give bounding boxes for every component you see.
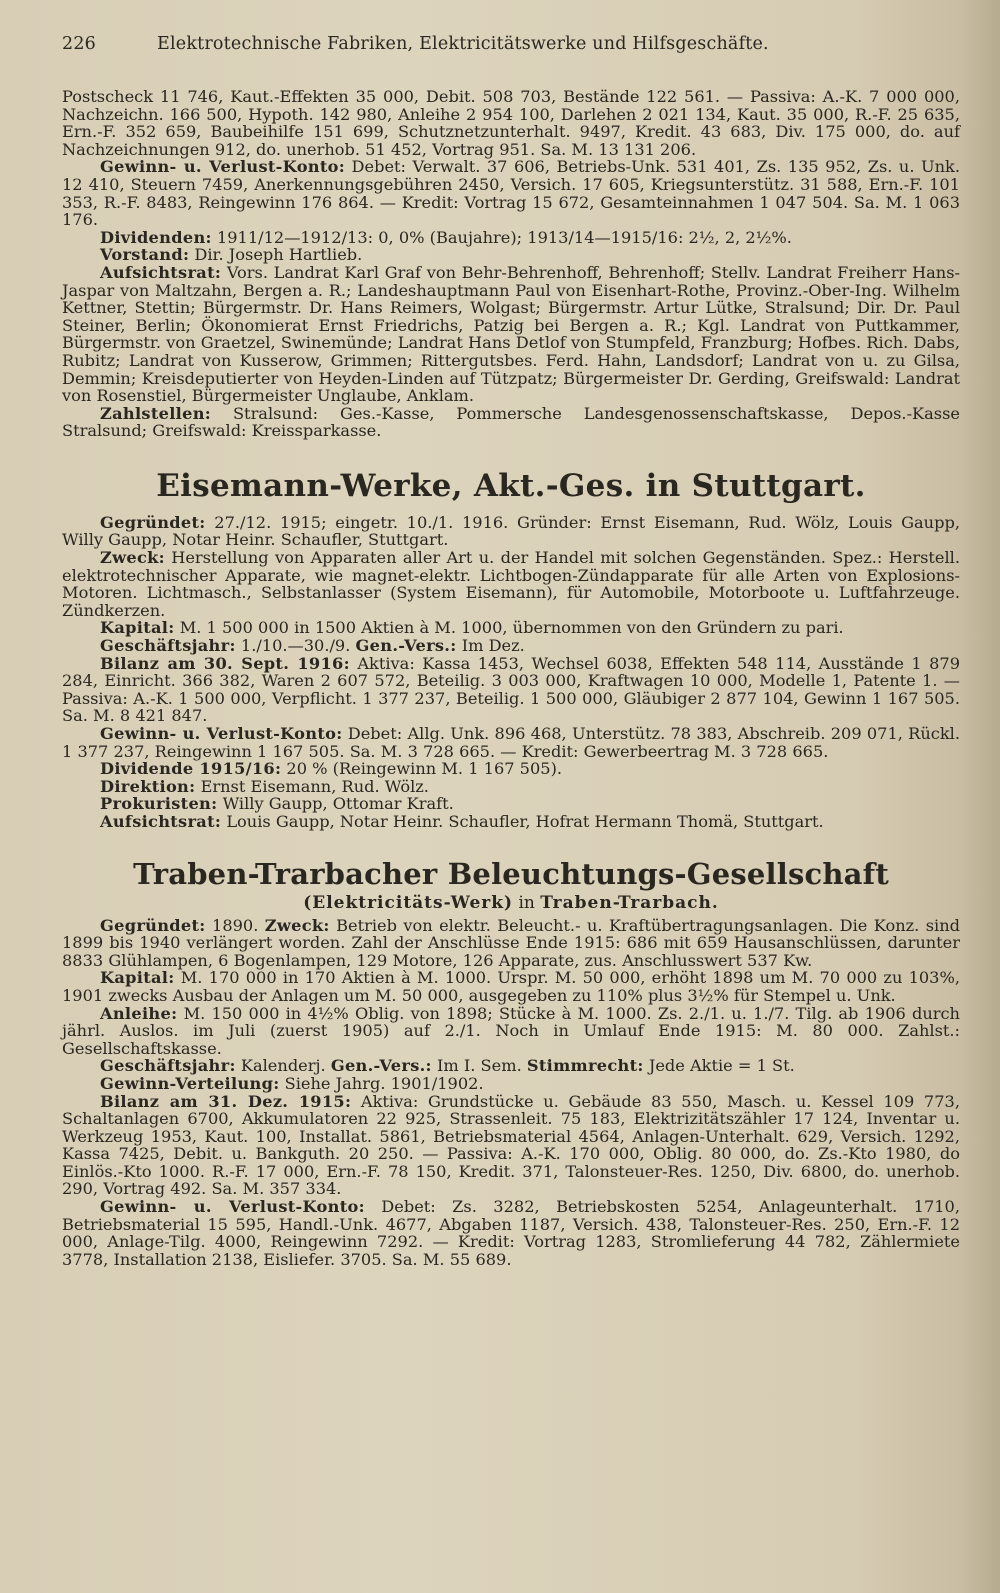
subtitle-part: Traben-Trarbach. bbox=[540, 892, 719, 913]
entry-text: Aktiva: Grundstücke u. Gebäude 83 550, Masch. u. Kessel 109 773, Schaltanlagen 6700, Akkumulatoren 22 925, Strassenleit. 75 183, Elektrizitätszähler 17 124, Inventar u. Werkzeug 1953, Kaut. 100, Installat. 5861, Betriebsmaterial 4564, Anlagen-Unterhalt. 629, Versich. 1292, Kassa 7425, Debit. u. Bankguth. 20 250. — Passiva: A.-K. 170 000, Oblig. 80 000, do. Zs.-Kto 1980, do Einlös.-Kto 1000. R.-F. 17 000, Ern.-F. 78 150, Kredit. 371, Talonsteuer-Res. 1250, Div. 6800, do. unerhob. 290, Vortrag 492. Sa. M. 357 334. bbox=[62, 1091, 960, 1199]
founded-purpose bbox=[62, 917, 960, 970]
paying-agents bbox=[62, 405, 960, 440]
entry-label: Kapital: bbox=[100, 618, 175, 638]
profit-loss-account bbox=[62, 1198, 960, 1268]
company-subtitle bbox=[62, 893, 960, 913]
entry-text: Aktiva: Kassa 1453, Wechsel 6038, Effekten 548 114, Ausstände 1 879 284, Einricht. 366 382, Waren 2 607 572, Beteilig. 3 003 000, Kraftwagen 10 000, Modelle 1, Patente 1. — Passiva: A.-K. 1 500 000, Verpflicht. 1 377 237, Beteilig. 1 500 000, Gläubiger 2 877 104, Gewinn 1 167 505. Sa. M. 8 421 847. bbox=[62, 653, 960, 726]
entry-label: Zahlstellen: bbox=[100, 403, 212, 423]
entry-label: Zweck: bbox=[264, 915, 330, 935]
entry-label: Gen.-Vers.: bbox=[355, 636, 457, 656]
entry-label: Gegründet: bbox=[100, 512, 206, 532]
entry-text: Willy Gaupp, Ottomar Kraft. bbox=[222, 794, 454, 814]
bond bbox=[62, 1005, 960, 1058]
entry-text: Siehe Jahrg. 1901/1902. bbox=[284, 1073, 484, 1093]
entry-label: Dividenden: bbox=[100, 227, 212, 247]
entry-label: Direktion: bbox=[100, 776, 196, 796]
entry-text: M. 1 500 000 in 1500 Aktien à M. 1000, übernommen von den Gründern zu pari. bbox=[179, 618, 844, 638]
capital bbox=[62, 969, 960, 1004]
section-continued-entry bbox=[62, 88, 960, 440]
purpose bbox=[62, 549, 960, 619]
entry-text: Betrieb von elektr. Beleucht.- u. Kraftübertragungsanlagen. Die Konz. sind 1899 bis 1940 verlängert worden. Zahl der Anschlüsse Ende 1915: 686 mit 659 Hausanschlüssen, darunter 8833 Glühlampen, 6 Bogenlampen, 129 Motore, 126 Apparate, zus. Anschlusswert 537 Kw. bbox=[62, 915, 960, 970]
dividend bbox=[62, 760, 960, 778]
entry-label: Gewinn- u. Verlust-Konto: bbox=[100, 724, 343, 743]
entry-label: Gewinn-Verteilung: bbox=[100, 1073, 280, 1093]
entry-text: Kalenderj. bbox=[240, 1056, 326, 1076]
entry-label: Aufsichtsrat: bbox=[100, 262, 222, 282]
subtitle-part: (Elektricitäts-Werk) bbox=[303, 892, 514, 913]
running-title: Elektrotechnische Fabriken, Elektricitätswerke und Hilfsgeschäfte. bbox=[157, 34, 769, 54]
entry-text: Jede Aktie = 1 St. bbox=[648, 1056, 795, 1076]
entry-label: Geschäftsjahr: bbox=[100, 1056, 236, 1076]
section-eisemann-werke bbox=[62, 468, 960, 831]
entry-label: Gewinn- u. Verlust-Konto: bbox=[100, 157, 346, 177]
entry-text: Herstellung von Apparaten aller Art u. der Handel mit solchen Gegenständen. Spez.: Herstell. elektrotechnischer Apparate, wie magnet-elektr. Lichtbogen-Zündapparate für alle Arten von Explosions-Motoren. Lichtmasch., Selbstanlasser (System Eisemann), für Automobile, Motorboote u. Luftfahrzeuge. Zündkerzen. bbox=[62, 548, 961, 620]
profit-loss-account bbox=[62, 725, 960, 760]
entry-text: Debet: Zs. 3282, Betriebskosten 5254, Anlageunterhalt. 1710, Betriebsmaterial 15 595, Handl.-Unk. 4677, Abgaben 1187, Versich. 438, Talonsteuer-Res. 250, Ern.-F. 12 000, Anlage-Tilg. 4000, Reingewinn 7292. — Kredit: Vortrag 1283, Stromlieferung 44 782, Zählermiete 3778, Installation 2138, Eisliefer. 3705. Sa. M. 55 689. bbox=[62, 1197, 961, 1269]
entry-label: Stimmrecht: bbox=[526, 1056, 644, 1076]
dividends bbox=[62, 229, 960, 247]
entry-label: Zweck: bbox=[100, 548, 165, 568]
entry-text: 20 % (Reingewinn M. 1 167 505). bbox=[286, 759, 563, 779]
entry-text: Ernst Eisemann, Rud. Wölz. bbox=[200, 776, 429, 796]
entry-label: Bilanz am 30. Sept. 1916: bbox=[100, 653, 350, 673]
entry-label: Vorstand: bbox=[100, 245, 190, 265]
entry-label: Prokuristen: bbox=[100, 794, 218, 814]
authorized-signatories bbox=[62, 795, 960, 813]
board bbox=[62, 246, 960, 264]
founded bbox=[62, 514, 960, 549]
company-title: Eisemann-Werke, Akt.-Ges. in Stuttgart. bbox=[156, 467, 866, 504]
entry-label: Aufsichtsrat: bbox=[100, 811, 222, 831]
entry-text: M. 150 000 in 4½% Oblig. von 1898; Stücke à M. 1000. Zs. 2./1. u. 1./7. Tilg. ab 1906 durch jährl. Auslos. im Juli (zuerst 1905) auf 2./1. Noch in Umlauf Ende 1915: M. 80 000. Zahlst.: Gesellschaftskasse. bbox=[62, 1003, 960, 1058]
page-number: 226 bbox=[62, 34, 97, 54]
profit-distribution bbox=[62, 1075, 960, 1093]
entry-label: Kapital: bbox=[100, 968, 175, 988]
entry-text: Vors. Landrat Karl Graf von Behr-Behrenhoff, Behrenhoff; Stellv. Landrat Freiherr Hans-Jaspar von Maltzahn, Bergen a. R.; Landeshauptmann Paul von Eisenhart-Rothe, Provinz.-Ober-Ing. Wilhelm Kettner, Stettin; Bürgermstr. Dr. Hans Reimers, Wolgast; Bürgermstr. Artur Lütke, Stralsund; Dir. Dr. Paul Steiner, Berlin; Ökonomierat Ernst Friedrichs, Patzig bei Bergen a. R.; Kgl. Landrat von Puttkammer, Bürgermstr. von Graetzel, Swinemünde; Landrat Hans Detlof von Stumpfeld, Franzburg; Hofbes. Rich. Dabs, Rubitz; Landrat von Kusserow, Grimmen; Rittergutsbes. Ferd. Hahn, Landsdorf; Landrat von u. zu Gilsa, Demmin; Kreisdeputierter von Heyden-Linden auf Tützpatz; Bürgermeister Dr. Gerding, Greifswald: Landrat von Rosenstiel, Bürgermeister Unglaube, Anklam. bbox=[62, 262, 960, 406]
entry-text: 1890. bbox=[212, 915, 259, 935]
entry-label: Anleihe: bbox=[100, 1003, 178, 1023]
entry-text: 1./10.—30./9. bbox=[240, 636, 351, 656]
entry-label: Gewinn- u. Verlust-Konto: bbox=[100, 1197, 365, 1217]
entry-text: Im I. Sem. bbox=[436, 1056, 522, 1076]
entry-label: Bilanz am 31. Dez. 1915: bbox=[100, 1091, 352, 1111]
profit-loss-account bbox=[62, 158, 960, 228]
entry-text: Debet: Verwalt. 37 606, Betriebs-Unk. 531 401, Zs. 135 952, Zs. u. Unk. 12 410, Steuern 7459, Anerkennungsgebühren 2450, Versich. 17 605, Kriegsunterstütz. 31 588, Ern.-F. 101 353, R.-F. 8483, Reingewinn 176 864. — Kredit: Vortrag 15 672, Gesamteinnahmen 1 047 504. Sa. M. 1 063 176. bbox=[62, 157, 961, 230]
entry-label: Dividende 1915/16: bbox=[100, 759, 282, 779]
entry-label: Gen.-Vers.: bbox=[330, 1056, 432, 1076]
entry-label: Geschäftsjahr: bbox=[100, 636, 236, 656]
capital bbox=[62, 619, 960, 637]
company-title: Traben-Trarbacher Beleuchtungs-Gesellschaft bbox=[133, 856, 889, 891]
supervisory-board bbox=[62, 264, 960, 405]
entry-label: Gegründet: bbox=[100, 915, 206, 935]
supervisory-board bbox=[62, 813, 960, 831]
entry-text: M. 170 000 in 170 Aktien à M. 1000. Urspr. M. 50 000, erhöht 1898 um M. 70 000 zu 103%, 1901 zwecks Ausbau der Anlagen um M. 50 000, ausgegeben zu 110% plus 3½% für Stempel u. Unk. bbox=[62, 968, 960, 1005]
balance-sheet bbox=[62, 655, 960, 725]
entry-text: Louis Gaupp, Notar Heinr. Schaufler, Hofrat Hermann Thomä, Stuttgart. bbox=[226, 811, 824, 831]
entry-text: Dir. Joseph Hartlieb. bbox=[194, 245, 363, 265]
entry-text: Stralsund: Ges.-Kasse, Pommersche Landesgenossenschaftskasse, Depos.-Kasse Stralsund; Greifswald: Kreissparkasse. bbox=[62, 403, 960, 441]
entry-text: 1911/12—1912/13: 0, 0% (Baujahre); 1913/14—1915/16: 2½, 2, 2½%. bbox=[216, 227, 792, 247]
entry-text: Im Dez. bbox=[461, 636, 525, 656]
balance-continuation: Postscheck 11 746, Kaut.-Effekten 35 000, Debit. 508 703, Bestände 122 561. — Passiva: A.-K. 7 000 000, Nachzeichn. 166 500, Hypoth. 142 980, Anleihe 2 954 100, Darlehen 2 021 134, Kaut. 35 000, R.-F. 25 635, Ern.-F. 352 659, Baubeihilfe 151 699, Schutznetzunterhalt. 9497, Kredit. 43 683, Div. 175 000, do. auf Nachzeichnungen 912, do. unerhob. 51 452, Vortrag 951. Sa. M. 13 131 206. bbox=[62, 87, 960, 159]
fiscal-year bbox=[62, 1057, 960, 1075]
fiscal-year bbox=[62, 637, 960, 655]
entry-text: 27./12. 1915; eingetr. 10./1. 1916. Gründer: Ernst Eisemann, Rud. Wölz, Louis Gaupp, Willy Gaupp, Notar Heinr. Schaufler, Stuttgart. bbox=[62, 512, 960, 550]
page-header bbox=[62, 34, 960, 54]
management bbox=[62, 778, 960, 796]
entry-text: Debet: Allg. Unk. 896 468, Unterstütz. 78 383, Abschreib. 209 071, Rückl. 1 377 237, Reingewinn 1 167 505. Sa. M. 3 728 665. — Kredit: Gewerbeertrag M. 3 728 665. bbox=[62, 724, 960, 761]
subtitle-part: in bbox=[518, 892, 535, 913]
balance-sheet bbox=[62, 1093, 960, 1199]
section-traben-trarbacher bbox=[62, 857, 960, 1269]
